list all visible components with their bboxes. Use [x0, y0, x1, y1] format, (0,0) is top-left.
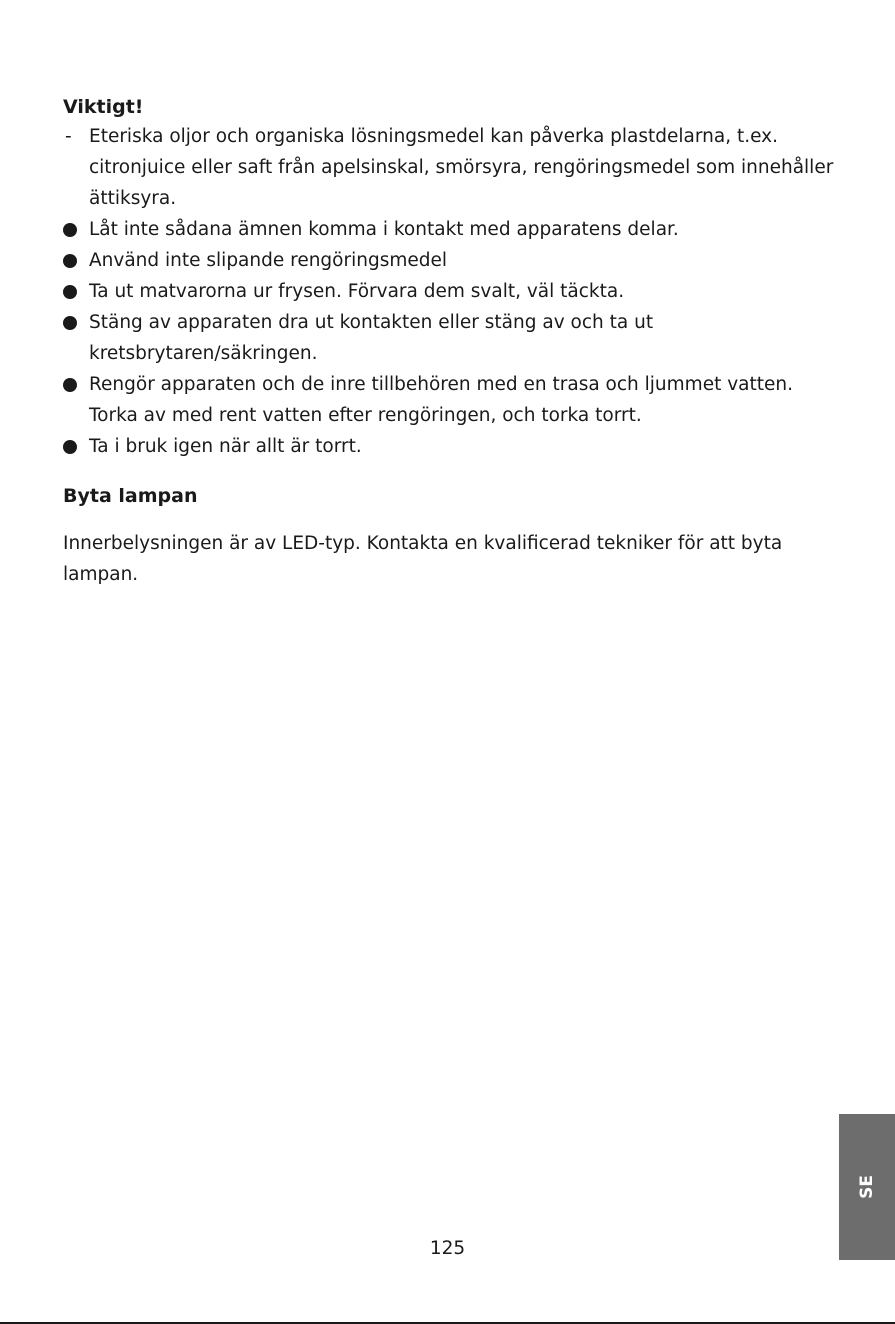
page-number: 125 — [429, 1238, 466, 1259]
replace-lamp-paragraph: Innerbelysningen är av LED-typ. Kontakta en kvalificerad tekniker för att byta lampan. — [63, 533, 783, 585]
list-item — [63, 276, 843, 307]
list-item — [63, 369, 843, 431]
list-item-text: Eteriska oljor och organiska lösningsmedel kan påverka plastdelarna, t.ex. citronjuice eller saft från apelsinskal, smörsyra, rengöringsmedel som innehåller ättiksyra. — [89, 126, 834, 209]
bullet-icon — [63, 254, 77, 268]
list-item-text: Låt inte sådana ämnen komma i kontakt med apparatens delar. — [89, 219, 679, 240]
important-list — [63, 121, 843, 462]
language-tab — [839, 1114, 895, 1260]
list-item-text: Rengör apparaten och de inre tillbehören med en trasa och ljummet vatten. Torka av med rent vatten efter rengöringen, och torka torrt. — [89, 374, 793, 426]
bullet-icon — [63, 440, 77, 454]
dash-marker: - — [65, 126, 72, 147]
list-item — [63, 245, 843, 276]
bullet-icon — [63, 316, 77, 330]
bullet-icon — [63, 378, 77, 392]
page-content — [63, 93, 843, 590]
language-tab-label: SE — [857, 1175, 877, 1199]
bullet-icon — [63, 223, 77, 237]
bullet-icon — [63, 285, 77, 299]
section-title-replace-lamp: Byta lampan — [63, 485, 198, 507]
list-item — [63, 214, 843, 245]
list-item-text: Stäng av apparaten dra ut kontakten eller stäng av och ta ut kretsbrytaren/säkringen. — [89, 312, 654, 364]
list-item-text: Ta ut matvarorna ur frysen. Förvara dem svalt, väl täckta. — [89, 281, 625, 302]
list-item — [63, 431, 843, 462]
list-item — [63, 307, 843, 369]
list-item-text: Ta i bruk igen när allt är torrt. — [89, 436, 362, 457]
list-item-dash — [63, 121, 843, 214]
list-item-text: Använd inte slipande rengöringsmedel — [89, 250, 448, 271]
section-title-important: Viktigt! — [63, 96, 144, 118]
